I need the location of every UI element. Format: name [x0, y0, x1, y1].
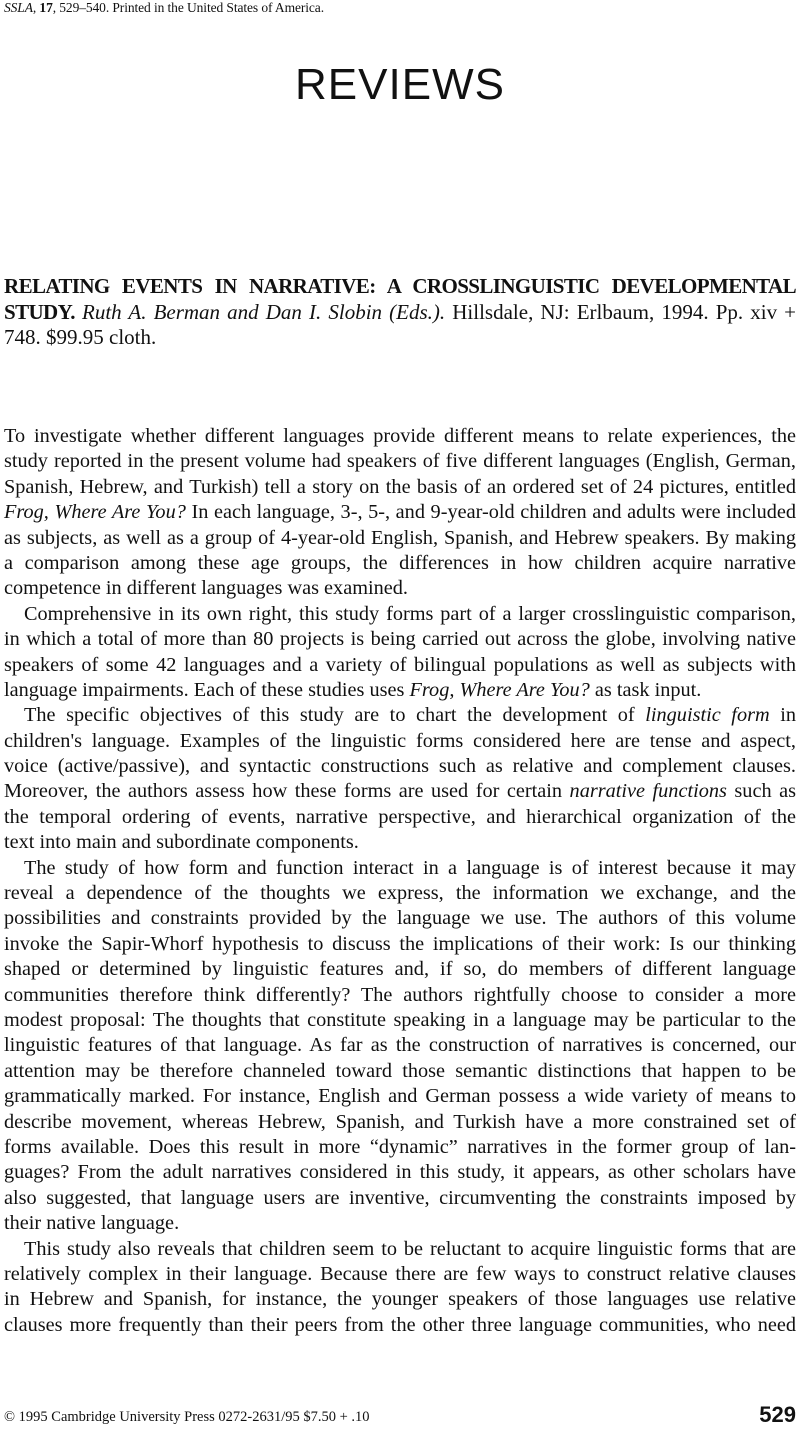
text-line: forms available. Does this result in more “dynamic” narratives in the former group of lan- — [4, 1135, 796, 1158]
text-line: relatively complex in their language. Because there are few ways to construct relative clauses — [4, 1262, 796, 1285]
review-body — [4, 424, 796, 1338]
text-line: language impairments. Each of these studies uses Frog, Where Are You? as task input. — [4, 678, 702, 701]
paragraph — [4, 424, 796, 602]
text-line: study reported in the present volume had speakers of five different languages (English, German, — [4, 450, 796, 473]
text-line: as subjects, as well as a group of 4-year-old English, Spanish, and Hebrew speakers. By making — [4, 526, 796, 549]
text-line: a comparison among these age groups, the differences in how children acquire narrative — [4, 551, 796, 574]
text-line: text into main and subordinate components. — [4, 831, 359, 854]
text-line: speakers of some 42 languages and a variety of bilingual populations as well as subjects with — [4, 653, 796, 676]
italic-term: Frog, Where Are You? — [409, 678, 590, 701]
italic-term: Frog, Where Are You? — [4, 501, 186, 524]
publication-info: Hillsdale, NJ: Erlbaum, 1994. Pp. xiv + 748. $99.95 cloth. — [4, 299, 797, 349]
text-line: To investigate whether different languages provide different means to relate experiences, the — [4, 425, 796, 447]
text-line: in Hebrew and Spanish, for instance, the younger speakers of those languages use relative — [4, 1288, 796, 1311]
text-line: Comprehensive in its own right, this study forms part of a larger crosslinguistic comparison, — [24, 602, 796, 625]
text-line: describe movement, whereas Hebrew, Spanish, and Turkish have a more constrained set of — [4, 1110, 796, 1133]
paragraph — [4, 1237, 796, 1339]
text-line: voice (active/passive), and syntactic constructions such as relative and complement clauses. — [4, 755, 796, 778]
text-line: competence in different languages was examined. — [4, 577, 408, 600]
running-head: SSLA, 17, 529–540. Printed in the United States of America. — [4, 0, 324, 15]
text-line: shaped or determined by linguistic features and, if so, do members of different language — [4, 958, 796, 981]
italic-term: narrative functions — [569, 780, 727, 803]
text-line: Frog, Where Are You? In each language, 3-, 5-, and 9-year-old children and adults were included — [4, 501, 797, 524]
running-head-rest: , 529–540. Printed in the United States of America. — [52, 0, 324, 15]
paragraph — [4, 703, 796, 855]
italic-term: linguistic form — [645, 704, 770, 727]
page-number: 529 — [759, 1402, 796, 1427]
text-line: their native language. — [4, 1212, 180, 1235]
text-line: children's language. Examples of the linguistic forms considered here are tense and aspect, — [4, 729, 796, 752]
book-title: RELATING EVENTS IN NARRATIVE: A CROSSLINGUISTIC DEVELOPMENTAL STUDY. — [4, 274, 796, 324]
text-line: in which a total of more than 80 projects is being carried out across the globe, involving native — [4, 628, 796, 651]
review-citation — [4, 274, 796, 351]
copyright-footer: © 1995 Cambridge University Press 0272-2631/95 $7.50 + .10 — [4, 1409, 370, 1425]
journal-abbrev: SSLA — [4, 0, 33, 15]
text-line: The specific objectives of this study are to chart the development of linguistic form in — [24, 704, 796, 727]
book-editors: Ruth A. Berman and Dan I. Slobin (Eds.). — [82, 299, 446, 324]
text-line: possibilities and constraints provided by the language we use. The authors of this volume — [4, 907, 796, 930]
text-line: communities therefore think differently? The authors rightfully choose to consider a more — [4, 983, 796, 1006]
text-line: also suggested, that language users are inventive, circumventing the constraints imposed by — [4, 1186, 796, 1209]
text-line: attention may be therefore channeled toward those semantic distinctions that happen to be — [4, 1059, 796, 1082]
text-line: The study of how form and function interact in a language is of interest because it may — [24, 856, 796, 879]
text-line: invoke the Sapir-Whorf hypothesis to discuss the implications of their work: Is our thinking — [4, 932, 796, 955]
text-line: the temporal ordering of events, narrative perspective, and hierarchical organization of the — [4, 805, 796, 828]
paragraph — [4, 856, 796, 1237]
volume-number: 17 — [39, 0, 53, 15]
text-line: grammatically marked. For instance, English and German possess a wide variety of means to — [4, 1085, 796, 1108]
text-line: modest proposal: The thoughts that constitute speaking in a language may be particular to the — [4, 1008, 796, 1031]
text-line: linguistic features of that language. As far as the construction of narratives is concerned, our — [4, 1034, 796, 1057]
text-line: Spanish, Hebrew, and Turkish) tell a story on the basis of an ordered set of 24 pictures, entitled — [4, 475, 796, 498]
text-line: This study also reveals that children seem to be reluctant to acquire linguistic forms that are — [24, 1237, 796, 1260]
text-line: Moreover, the authors assess how these forms are used for certain narrative functions such as — [4, 780, 796, 803]
text-line: reveal a dependence of the thoughts we express, the information we exchange, and the — [4, 882, 796, 905]
text-line: guages? From the adult narratives considered in this study, it appears, as other scholars have — [4, 1161, 796, 1184]
text-line: clauses more frequently than their peers from the other three language communities, who need — [4, 1313, 796, 1336]
paragraph — [4, 602, 796, 704]
section-title: REVIEWS — [295, 60, 505, 109]
